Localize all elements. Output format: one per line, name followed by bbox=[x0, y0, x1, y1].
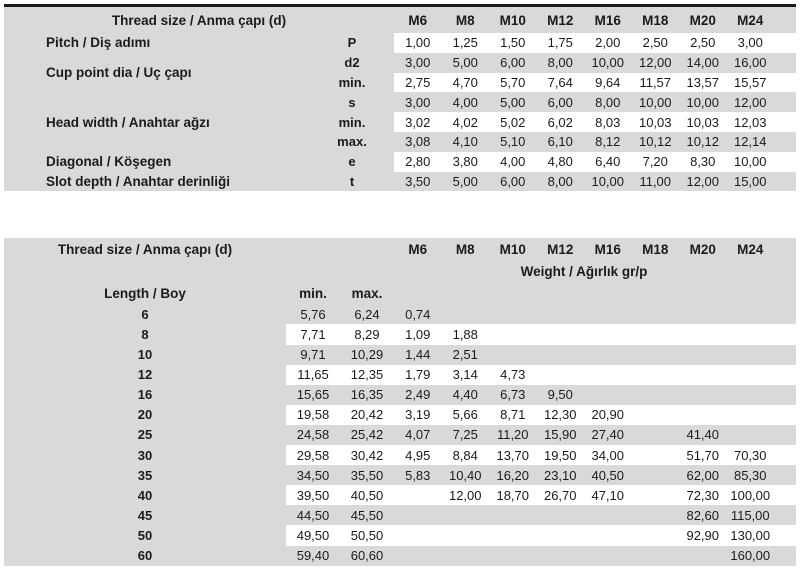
size-column-header: M8 bbox=[455, 12, 475, 28]
row-end-pad bbox=[774, 304, 796, 324]
size-column-header: M12 bbox=[547, 241, 574, 257]
length-cell: 16 bbox=[137, 387, 153, 403]
weight-value-cell bbox=[537, 505, 585, 525]
weight-value-cell: 10,40 bbox=[448, 467, 482, 483]
table-row-values bbox=[286, 465, 796, 485]
min-column-header: min. bbox=[299, 285, 327, 301]
size-column-header: M6 bbox=[408, 12, 428, 28]
weight-value-cell bbox=[632, 385, 680, 405]
table-row-values bbox=[286, 324, 796, 344]
row-end-pad bbox=[774, 112, 796, 132]
weight-value-cell bbox=[584, 324, 632, 344]
symbol-cell: min. bbox=[338, 114, 366, 130]
weight-value-cell bbox=[537, 304, 585, 324]
weight-value-cell bbox=[394, 485, 442, 505]
size-column-header: M12 bbox=[547, 12, 574, 28]
table-row-values bbox=[394, 172, 796, 192]
value-cell: 3,00 bbox=[405, 94, 431, 110]
value-cell: 8,00 bbox=[547, 55, 573, 71]
value-cell: 15,00 bbox=[733, 173, 767, 189]
weight-value-cell: 5,66 bbox=[452, 407, 478, 423]
weight-value-cell bbox=[679, 345, 727, 365]
length-cell: 20 bbox=[137, 407, 153, 423]
value-cell: 3,80 bbox=[452, 154, 478, 170]
weight-value-cell: 2,49 bbox=[405, 387, 431, 403]
length-header: Length / Boy bbox=[104, 285, 186, 301]
weight-value-cell bbox=[394, 505, 442, 525]
value-cell: 5,02 bbox=[500, 114, 526, 130]
value-cell: 6,10 bbox=[547, 134, 573, 150]
value-cell: 10,12 bbox=[686, 134, 720, 150]
weight-value-cell: 23,10 bbox=[543, 467, 577, 483]
row-end-pad bbox=[774, 445, 796, 465]
min-value-cell: 11,65 bbox=[297, 367, 329, 383]
length-cell: 10 bbox=[137, 347, 153, 363]
weight-value-cell: 7,25 bbox=[452, 427, 478, 443]
row-end-pad bbox=[774, 53, 796, 73]
weight-value-cell: 1,79 bbox=[405, 367, 431, 383]
weight-value-cell bbox=[632, 405, 680, 425]
row-end-pad bbox=[774, 485, 796, 505]
weight-value-cell bbox=[632, 546, 680, 566]
weight-value-cell bbox=[632, 505, 680, 525]
value-cell: 8,12 bbox=[595, 134, 621, 150]
max-value-cell: 40,50 bbox=[350, 487, 384, 503]
value-cell: 10,00 bbox=[733, 154, 767, 170]
row-end-pad bbox=[774, 546, 796, 566]
row-group-label: Diagonal / Köşegen bbox=[46, 154, 172, 170]
max-value-cell: 30,42 bbox=[350, 447, 384, 463]
size-column-header: M24 bbox=[737, 241, 764, 257]
table-row-values bbox=[286, 445, 796, 465]
value-cell: 16,00 bbox=[733, 55, 767, 71]
row-end-pad bbox=[774, 425, 796, 445]
weight-value-cell bbox=[584, 304, 632, 324]
weight-value-cell bbox=[727, 304, 775, 324]
max-value-cell: 35,50 bbox=[350, 467, 384, 483]
weight-value-cell bbox=[727, 405, 775, 425]
symbol-cell: min. bbox=[338, 74, 366, 90]
weight-value-cell: 62,00 bbox=[686, 467, 720, 483]
value-cell: 2,75 bbox=[405, 74, 431, 90]
size-column-header: M18 bbox=[642, 241, 669, 257]
value-cell: 8,30 bbox=[690, 154, 716, 170]
weight-value-cell bbox=[679, 324, 727, 344]
size-column-header: M16 bbox=[594, 12, 621, 28]
row-end-pad bbox=[774, 132, 796, 152]
weight-value-cell bbox=[394, 525, 442, 545]
weight-value-cell bbox=[727, 345, 775, 365]
weight-value-cell: 8,84 bbox=[452, 447, 478, 463]
value-cell: 4,80 bbox=[547, 154, 573, 170]
symbol-cell: e bbox=[348, 154, 356, 170]
row-group-label: Slot depth / Anahtar derinliği bbox=[46, 173, 231, 189]
weight-value-cell bbox=[442, 505, 490, 525]
weight-value-cell: 3,19 bbox=[405, 407, 431, 423]
weight-value-cell bbox=[537, 324, 585, 344]
weight-value-cell: 15,90 bbox=[543, 427, 577, 443]
weight-value-cell bbox=[489, 525, 537, 545]
value-cell: 13,57 bbox=[686, 74, 720, 90]
table-row-values bbox=[394, 132, 796, 152]
value-cell: 10,00 bbox=[686, 94, 720, 110]
weight-value-cell: 19,50 bbox=[543, 447, 577, 463]
weight-value-cell bbox=[632, 304, 680, 324]
value-cell: 10,03 bbox=[686, 114, 720, 130]
min-value-cell: 49,50 bbox=[296, 527, 330, 543]
value-cell: 10,00 bbox=[591, 55, 625, 71]
row-group-label: Cup point dia / Uç çapı bbox=[46, 65, 192, 81]
weight-value-cell bbox=[632, 324, 680, 344]
size-column-header: M8 bbox=[455, 241, 475, 257]
value-cell: 8,00 bbox=[595, 94, 621, 110]
min-value-cell: 15,65 bbox=[296, 387, 330, 403]
table-row-values bbox=[394, 92, 796, 112]
table-row-values bbox=[286, 385, 796, 405]
weight-value-cell: 3,14 bbox=[452, 367, 478, 383]
min-value-cell: 34,50 bbox=[296, 467, 330, 483]
max-value-cell: 60,60 bbox=[350, 548, 384, 564]
weight-value-cell: 4,40 bbox=[452, 387, 478, 403]
value-cell: 12,03 bbox=[733, 114, 767, 130]
table-row-values bbox=[286, 546, 796, 566]
weight-value-cell: 160,00 bbox=[730, 548, 771, 564]
weight-value-cell bbox=[489, 546, 537, 566]
value-cell: 6,00 bbox=[547, 94, 573, 110]
table-row-values bbox=[394, 73, 796, 93]
table-row-values bbox=[394, 112, 796, 132]
weight-value-cell: 27,40 bbox=[591, 427, 625, 443]
value-cell: 9,64 bbox=[595, 74, 621, 90]
max-value-cell: 6,24 bbox=[354, 306, 380, 322]
min-value-cell: 5,76 bbox=[300, 306, 326, 322]
symbol-cell: max. bbox=[337, 134, 367, 150]
max-column-header: max. bbox=[351, 285, 383, 301]
value-cell: 12,00 bbox=[686, 173, 720, 189]
value-cell: 10,00 bbox=[591, 173, 625, 189]
weight-value-cell: 85,30 bbox=[733, 467, 767, 483]
table-row-values bbox=[286, 345, 796, 365]
length-cell: 12 bbox=[137, 367, 153, 383]
table2-thread-size-header: Thread size / Anma çapı (d) bbox=[57, 241, 233, 257]
value-cell: 10,12 bbox=[638, 134, 672, 150]
value-cell: 10,00 bbox=[638, 94, 672, 110]
value-cell: 3,50 bbox=[405, 173, 431, 189]
length-cell: 6 bbox=[141, 306, 149, 322]
value-cell: 5,00 bbox=[452, 173, 478, 189]
weight-header: Weight / Ağırlık gr/p bbox=[520, 263, 648, 279]
weight-value-cell: 72,30 bbox=[686, 487, 720, 503]
size-column-header: M20 bbox=[689, 12, 716, 28]
weight-value-cell bbox=[679, 304, 727, 324]
weight-value-cell: 1,44 bbox=[405, 347, 431, 363]
weight-value-cell: 16,20 bbox=[496, 467, 530, 483]
weight-value-cell: 4,07 bbox=[405, 427, 431, 443]
table-row-values bbox=[286, 525, 796, 545]
weight-value-cell bbox=[489, 324, 537, 344]
value-cell: 11,00 bbox=[639, 173, 672, 189]
value-cell: 5,70 bbox=[500, 74, 526, 90]
value-cell: 6,02 bbox=[547, 114, 573, 130]
row-group-label: Head width / Anahtar ağzı bbox=[46, 114, 210, 130]
weight-value-cell bbox=[584, 546, 632, 566]
value-cell: 2,50 bbox=[690, 35, 716, 51]
weight-value-cell bbox=[632, 365, 680, 385]
weight-value-cell bbox=[679, 546, 727, 566]
weight-value-cell: 70,30 bbox=[733, 447, 767, 463]
weight-value-cell bbox=[727, 385, 775, 405]
weight-value-cell: 13,70 bbox=[496, 447, 530, 463]
weight-value-cell bbox=[537, 365, 585, 385]
table-row-values bbox=[286, 405, 796, 425]
weight-value-cell: 11,20 bbox=[496, 427, 529, 443]
value-cell: 6,00 bbox=[500, 173, 526, 189]
row-end-pad bbox=[774, 92, 796, 112]
weight-value-cell: 18,70 bbox=[496, 487, 530, 503]
weight-value-cell bbox=[489, 505, 537, 525]
table-row-values bbox=[394, 53, 796, 73]
row-end-pad bbox=[774, 33, 796, 53]
value-cell: 12,14 bbox=[733, 134, 767, 150]
length-cell: 60 bbox=[137, 548, 153, 564]
table-row-values bbox=[394, 33, 796, 53]
weight-value-cell bbox=[584, 345, 632, 365]
row-end-pad bbox=[774, 385, 796, 405]
weight-value-cell bbox=[537, 345, 585, 365]
weight-value-cell: 12,30 bbox=[543, 407, 577, 423]
row-end-pad bbox=[774, 345, 796, 365]
row-end-pad bbox=[774, 172, 796, 192]
weight-value-cell: 130,00 bbox=[730, 527, 771, 543]
value-cell: 12,00 bbox=[638, 55, 672, 71]
weight-value-cell: 47,10 bbox=[591, 487, 625, 503]
value-cell: 2,50 bbox=[642, 35, 668, 51]
size-column-header: M18 bbox=[642, 12, 669, 28]
max-value-cell: 50,50 bbox=[350, 527, 384, 543]
value-cell: 4,00 bbox=[500, 154, 526, 170]
value-cell: 5,00 bbox=[500, 94, 526, 110]
min-value-cell: 39,50 bbox=[296, 487, 330, 503]
weight-value-cell: 92,90 bbox=[686, 527, 720, 543]
value-cell: 4,00 bbox=[452, 94, 478, 110]
value-cell: 15,57 bbox=[733, 74, 767, 90]
table-row-values bbox=[394, 152, 796, 172]
weight-value-cell bbox=[632, 345, 680, 365]
value-cell: 5,10 bbox=[500, 134, 526, 150]
table-row-values bbox=[286, 425, 796, 445]
value-cell: 8,03 bbox=[595, 114, 621, 130]
max-value-cell: 16,35 bbox=[350, 387, 384, 403]
row-end-pad bbox=[774, 73, 796, 93]
value-cell: 3,02 bbox=[405, 114, 431, 130]
row-end-pad bbox=[774, 405, 796, 425]
weight-value-cell bbox=[442, 304, 490, 324]
size-column-header: M24 bbox=[737, 12, 764, 28]
weight-value-cell bbox=[679, 405, 727, 425]
value-cell: 6,00 bbox=[500, 55, 526, 71]
max-value-cell: 8,29 bbox=[354, 327, 380, 343]
weight-value-cell bbox=[632, 425, 680, 445]
weight-value-cell: 9,50 bbox=[547, 387, 573, 403]
symbol-cell: t bbox=[349, 173, 355, 189]
weight-value-cell bbox=[489, 304, 537, 324]
length-cell: 40 bbox=[137, 487, 153, 503]
weight-value-cell bbox=[537, 525, 585, 545]
value-cell: 4,10 bbox=[452, 134, 478, 150]
weight-value-cell: 2,51 bbox=[452, 347, 478, 363]
weight-value-cell: 100,00 bbox=[730, 487, 771, 503]
value-cell: 7,64 bbox=[547, 74, 573, 90]
min-value-cell: 59,40 bbox=[296, 548, 330, 564]
min-value-cell: 44,50 bbox=[296, 507, 330, 523]
weight-value-cell: 1,88 bbox=[452, 327, 478, 343]
dimensions-table bbox=[4, 4, 796, 191]
size-column-header: M16 bbox=[594, 241, 621, 257]
table-row-values bbox=[286, 365, 796, 385]
weight-value-cell: 6,73 bbox=[500, 387, 526, 403]
max-value-cell: 10,29 bbox=[350, 347, 384, 363]
weight-value-cell: 1,09 bbox=[405, 327, 431, 343]
size-column-header: M6 bbox=[408, 241, 428, 257]
row-end-pad bbox=[774, 152, 796, 172]
min-value-cell: 24,58 bbox=[296, 427, 330, 443]
value-cell: 8,00 bbox=[547, 173, 573, 189]
weight-value-cell bbox=[632, 445, 680, 465]
length-cell: 30 bbox=[137, 447, 153, 463]
weight-value-cell bbox=[489, 345, 537, 365]
value-cell: 3,00 bbox=[405, 55, 431, 71]
length-cell: 50 bbox=[137, 527, 153, 543]
value-cell: 3,08 bbox=[405, 134, 431, 150]
weight-value-cell: 4,95 bbox=[405, 447, 431, 463]
value-cell: 4,70 bbox=[452, 74, 478, 90]
weight-value-cell bbox=[632, 465, 680, 485]
weight-value-cell: 20,90 bbox=[591, 407, 625, 423]
value-cell: 1,25 bbox=[452, 35, 478, 51]
row-end-pad bbox=[774, 365, 796, 385]
weight-value-cell bbox=[537, 546, 585, 566]
weight-value-cell bbox=[632, 485, 680, 505]
weight-value-cell bbox=[679, 385, 727, 405]
weight-value-cell: 4,73 bbox=[500, 367, 526, 383]
value-cell: 7,20 bbox=[642, 154, 668, 170]
weight-value-cell bbox=[584, 365, 632, 385]
value-cell: 1,50 bbox=[500, 35, 526, 51]
size-column-header: M10 bbox=[499, 12, 526, 28]
value-cell: 10,03 bbox=[638, 114, 672, 130]
row-end-pad bbox=[774, 525, 796, 545]
weight-value-cell: 51,70 bbox=[686, 447, 720, 463]
weight-value-cell bbox=[727, 425, 775, 445]
weight-value-cell: 8,71 bbox=[500, 407, 526, 423]
length-cell: 25 bbox=[137, 427, 153, 443]
max-value-cell: 25,42 bbox=[350, 427, 384, 443]
size-column-header: M10 bbox=[499, 241, 526, 257]
weight-value-cell: 0,74 bbox=[405, 306, 431, 322]
min-value-cell: 7,71 bbox=[300, 327, 326, 343]
weight-value-cell bbox=[727, 365, 775, 385]
weight-value-cell: 41,40 bbox=[686, 427, 720, 443]
max-value-cell: 20,42 bbox=[350, 407, 384, 423]
value-cell: 11,57 bbox=[639, 74, 672, 90]
value-cell: 2,80 bbox=[405, 154, 431, 170]
row-end-pad bbox=[774, 324, 796, 344]
weight-value-cell: 12,00 bbox=[448, 487, 482, 503]
weight-value-cell bbox=[584, 525, 632, 545]
symbol-cell: d2 bbox=[344, 55, 360, 71]
length-weight-table bbox=[4, 238, 796, 565]
weight-value-cell: 82,60 bbox=[686, 507, 720, 523]
value-cell: 4,02 bbox=[452, 114, 478, 130]
weight-value-cell: 5,83 bbox=[405, 467, 431, 483]
row-end-pad bbox=[774, 505, 796, 525]
max-value-cell: 12,35 bbox=[350, 367, 384, 383]
weight-value-cell: 26,70 bbox=[543, 487, 577, 503]
length-cell: 45 bbox=[137, 507, 153, 523]
weight-value-cell bbox=[584, 505, 632, 525]
weight-value-cell bbox=[442, 525, 490, 545]
symbol-cell: P bbox=[347, 35, 357, 51]
value-cell: 6,40 bbox=[595, 154, 621, 170]
value-cell: 1,00 bbox=[405, 35, 431, 51]
row-end-pad bbox=[774, 465, 796, 485]
min-value-cell: 19,58 bbox=[296, 407, 330, 423]
max-value-cell: 45,50 bbox=[350, 507, 384, 523]
table-row-values bbox=[286, 505, 796, 525]
weight-value-cell bbox=[442, 546, 490, 566]
table-row-values bbox=[286, 304, 796, 324]
weight-value-cell bbox=[394, 546, 442, 566]
table1-thread-size-header: Thread size / Anma çapı (d) bbox=[111, 12, 287, 28]
min-value-cell: 29,58 bbox=[296, 447, 330, 463]
length-cell: 8 bbox=[141, 327, 149, 343]
weight-value-cell bbox=[727, 324, 775, 344]
length-cell: 35 bbox=[137, 467, 153, 483]
row-group-label: Pitch / Diş adımı bbox=[46, 35, 151, 51]
value-cell: 2,00 bbox=[595, 35, 621, 51]
value-cell: 14,00 bbox=[686, 55, 720, 71]
symbol-cell: s bbox=[348, 94, 356, 110]
value-cell: 1,75 bbox=[547, 35, 573, 51]
table-row-values bbox=[286, 485, 796, 505]
size-column-header: M20 bbox=[689, 241, 716, 257]
weight-value-cell bbox=[632, 525, 680, 545]
min-value-cell: 9,71 bbox=[300, 347, 326, 363]
weight-value-cell: 40,50 bbox=[591, 467, 625, 483]
weight-value-cell bbox=[584, 385, 632, 405]
value-cell: 3,00 bbox=[737, 35, 763, 51]
value-cell: 12,00 bbox=[733, 94, 767, 110]
weight-value-cell bbox=[679, 365, 727, 385]
value-cell: 5,00 bbox=[452, 55, 478, 71]
weight-value-cell: 34,00 bbox=[591, 447, 625, 463]
weight-value-cell: 115,00 bbox=[730, 507, 770, 523]
